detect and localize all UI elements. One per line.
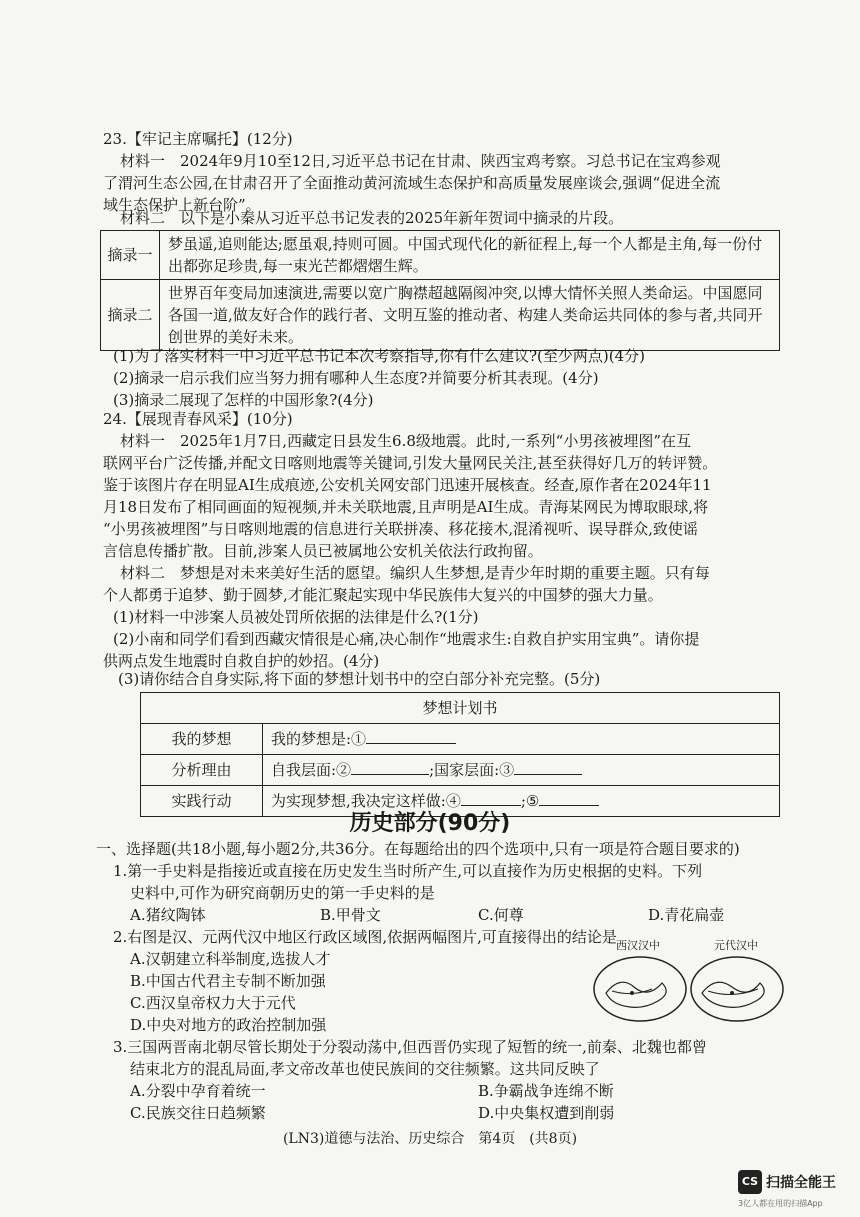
dream-plan-table	[140, 692, 780, 817]
q2-option[interactable]: A.汉朝建立科举制度,选拔人才	[130, 950, 331, 968]
q3-option[interactable]: C.民族交往日趋频繁	[130, 1104, 266, 1122]
q3-option[interactable]: B.争霸战争连绵不断	[478, 1082, 614, 1100]
q1-option[interactable]: A.猪纹陶钵	[130, 906, 206, 924]
q23-material1-line: 了渭河生态公园,在甘肃召开了全面推动黄河流域生态保护和高质量发展座谈会,强调“促进全流	[103, 174, 721, 192]
table-row	[101, 231, 780, 280]
scanner-watermark	[738, 1170, 848, 1210]
excerpt-table	[100, 230, 780, 351]
q3-option[interactable]: A.分裂中孕育着统一	[130, 1082, 266, 1100]
q24-line: 材料一 2025年1月7日,西藏定日县发生6.8级地震。此时,一系列“小男孩被埋图”在互	[120, 432, 691, 450]
history-instructions: 一、选择题(共18小题,每小题2分,共36分。在每题给出的四个选项中,只有一项是符合题目要求的)	[96, 840, 740, 858]
logo-name: 扫描全能王	[766, 1175, 836, 1191]
logo-subtitle: 3亿人都在用的扫描App	[738, 1199, 823, 1208]
map-label-western-han: 西汉汉中	[616, 939, 660, 952]
q23-sub2: (2)摘录一启示我们应当努力拥有哪种人生态度?并简要分析其表现。(4分)	[113, 369, 599, 387]
plan-text: 自我层面:②	[271, 761, 352, 779]
page-footer: (LN3)道德与法治、历史综合 第4页 (共8页)	[282, 1131, 578, 1147]
plan-row-head: 我的梦想	[141, 724, 263, 755]
table-row	[101, 280, 780, 351]
q23-material1-line: 域生态保护上新台阶”。	[103, 196, 261, 214]
q23-sub1: (1)为了落实材料一中习近平总书记本次考察指导,你有什么建议?(至少两点)(4分)	[113, 347, 646, 365]
answer-blank[interactable]	[351, 760, 429, 775]
plan-text: ;⑤	[520, 792, 540, 810]
q23-material1-line: 材料一 2024年9月10至12日,习近平总书记在甘肃、陕西宝鸡考察。习总书记在宝鸡参观	[120, 152, 721, 170]
q2-option[interactable]: B.中国古代君主专制不断加强	[130, 972, 326, 990]
q1-option[interactable]: B.甲骨文	[320, 906, 381, 924]
q3-option[interactable]: D.中央集权遭到削弱	[478, 1104, 615, 1122]
q2-option[interactable]: D.中央对地方的政治控制加强	[130, 1016, 327, 1034]
q24-line: 言信息传播扩散。目前,涉案人员已被属地公安机关依法行政拘留。	[103, 542, 543, 560]
excerpt-head: 摘录二	[101, 280, 160, 351]
plan-text: 为实现梦想,我决定这样做:④	[271, 792, 461, 810]
excerpt-text: 梦虽遥,追则能达;愿虽艰,持则可圆。中国式现代化的新征程上,每一个人都是主角,每一份付出都弥足珍贵,每一束光芒都熠熠生辉。	[160, 231, 780, 280]
hanzhong-maps	[592, 937, 787, 1025]
excerpt-head: 摘录一	[101, 231, 160, 280]
q24-title: 24.【展现青春风采】(10分)	[103, 410, 293, 428]
cs-logo-icon: CS	[738, 1170, 762, 1194]
q1-line: 1.第一手史料是指接近或直接在历史发生当时所产生,可以直接作为历史根据的史料。下列	[113, 862, 703, 880]
q3-line: 3.三国两晋南北朝尽管长期处于分裂动荡中,但西晋仍实现了短暂的统一,前秦、北魏也都曾	[113, 1038, 707, 1056]
q23-material2: 材料二 以下是小秦从习近平总书记发表的2025年新年贺词中摘录的片段。	[120, 209, 624, 227]
plan-row-head: 分析理由	[141, 755, 263, 786]
table-row	[141, 693, 780, 724]
history-section-title: 历史部分(90分)	[349, 811, 511, 836]
q23-title: 23.【牢记主席嘱托】(12分)	[103, 130, 293, 148]
answer-blank[interactable]	[366, 729, 456, 744]
q24-line: 月18日发布了相同画面的短视频,并未关联地震,且声明是AI生成。青海某网民为博取眼球,将	[103, 498, 709, 516]
q24-sub2-cont: 供两点发生地震时自救自护的妙招。(4分)	[103, 652, 380, 670]
q1-line: 史料中,可作为研究商朝历史的第一手史料的是	[130, 884, 435, 902]
q24-sub1: (1)材料一中涉案人员被处罚所依据的法律是什么?(1分)	[113, 608, 479, 626]
q23-sub3: (3)摘录二展现了怎样的中国形象?(4分)	[113, 391, 374, 409]
q1-option[interactable]: C.何尊	[478, 906, 524, 924]
table-row	[141, 755, 780, 786]
q1-option[interactable]: D.青花扁壶	[648, 906, 725, 924]
map-label-yuan: 元代汉中	[714, 939, 758, 952]
answer-blank[interactable]	[461, 791, 521, 806]
q24-sub2: (2)小南和同学们看到西藏灾情很是心痛,决心制作“地震求生:自救自护实用宝典”。请你提	[113, 630, 700, 648]
q24-line: “小男孩被埋图”与日喀则地震的信息进行关联拼凑、移花接木,混淆视听、误导群众,致使谣	[103, 520, 698, 538]
q2-option[interactable]: C.西汉皇帝权力大于元代	[130, 994, 296, 1012]
table-row	[141, 724, 780, 755]
q3-line: 结束北方的混乱局面,孝文帝改革也使民族间的交往频繁。这共同反映了	[130, 1060, 600, 1078]
q24-line: 材料二 梦想是对未来美好生活的愿望。编织人生梦想,是青少年时期的重要主题。只有每	[120, 564, 710, 582]
plan-row-head: 实践行动	[141, 786, 263, 817]
q24-line: 个人都勇于追梦、勤于圆梦,才能汇聚起实现中华民族伟大复兴的中国梦的强大力量。	[103, 586, 663, 604]
plan-text: ;国家层面:③	[429, 761, 515, 779]
q2-line: 2.右图是汉、元两代汉中地区行政区域图,依据两幅图片,可直接得出的结论是	[113, 928, 617, 946]
map-figure	[592, 953, 787, 1025]
answer-blank[interactable]	[539, 791, 599, 806]
answer-blank[interactable]	[514, 760, 582, 775]
plan-text: 我的梦想是:①	[271, 730, 367, 748]
excerpt-text: 世界百年变局加速演进,需要以宽广胸襟超越隔阂冲突,以博大情怀关照人类命运。中国愿同各国一道,做友好合作的践行者、文明互鉴的推动者、构建人类命运共同体的参与者,共同开创世界的美好未来。	[160, 280, 780, 351]
q24-line: 联网平台广泛传播,并配文日喀则地震等关键词,引发大量网民关注,甚至获得好几万的转评赞。	[103, 454, 718, 472]
q24-sub3: (3)请你结合自身实际,将下面的梦想计划书中的空白部分补充完整。(5分)	[118, 670, 601, 688]
q24-line: 鉴于该图片存在明显AI生成痕迹,公安机关网安部门迅速开展核查。经查,原作者在2024年11	[103, 476, 712, 494]
plan-title: 梦想计划书	[141, 693, 780, 724]
